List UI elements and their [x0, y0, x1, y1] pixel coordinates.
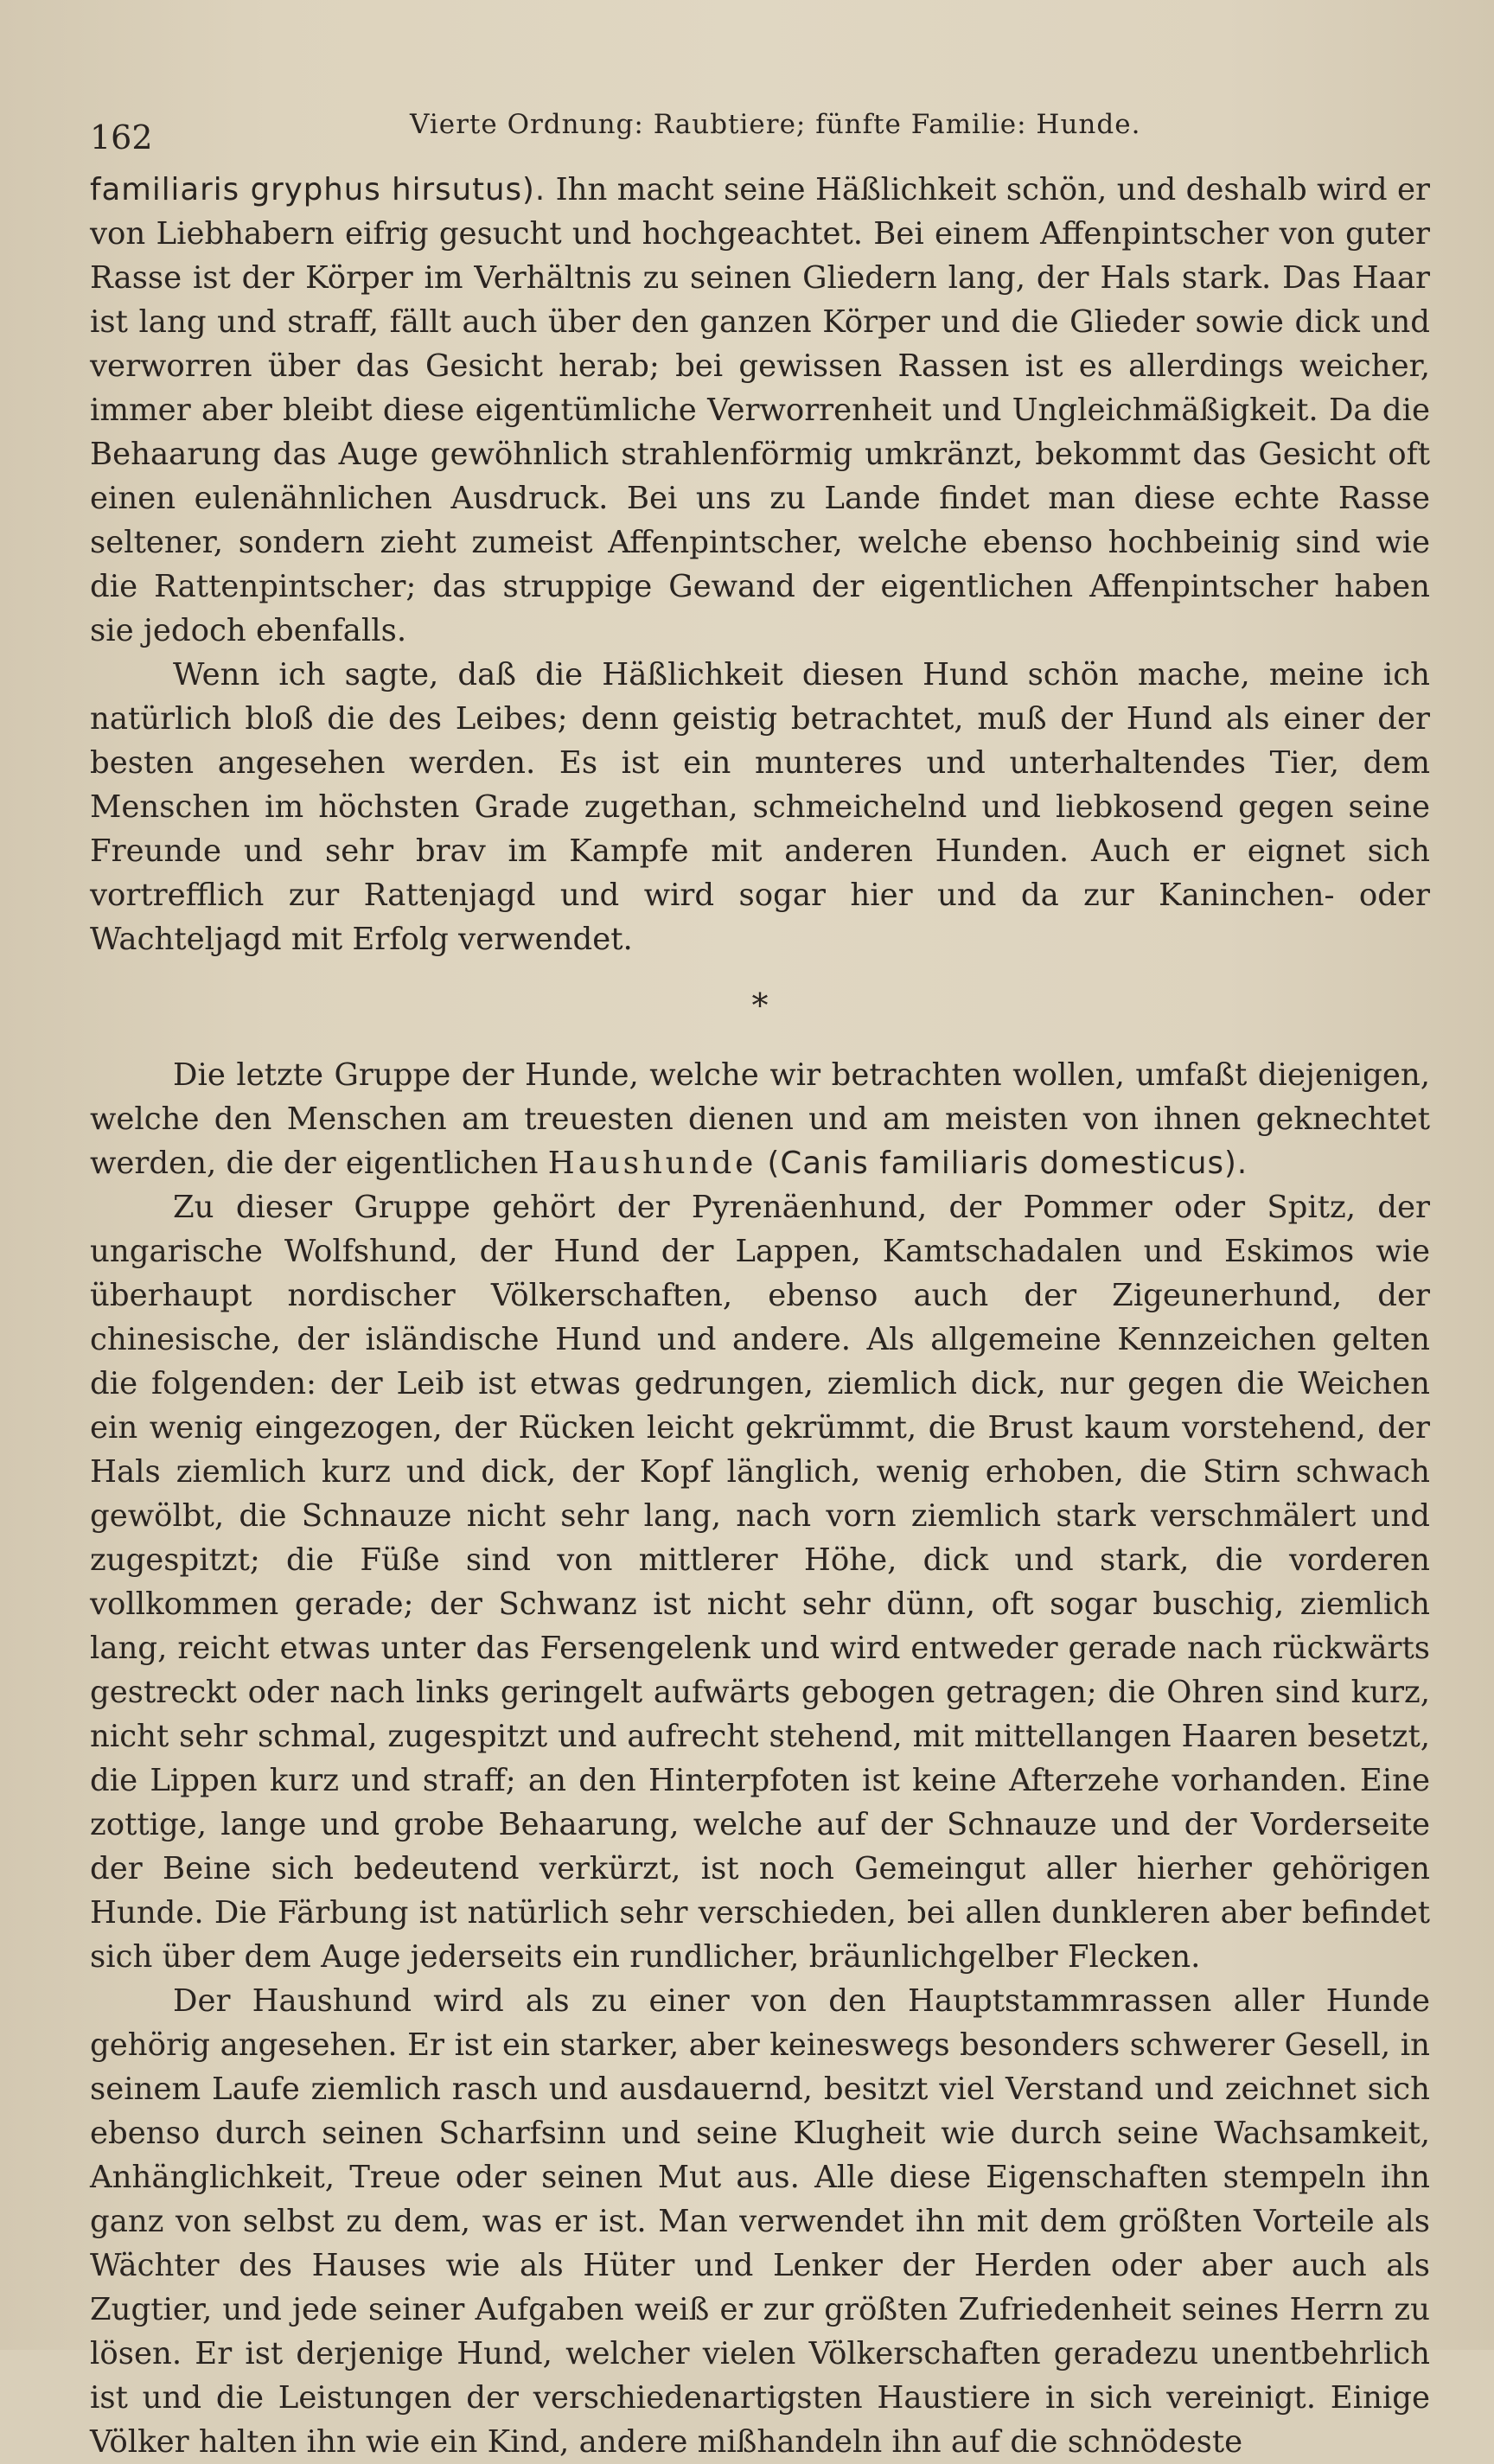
page-header	[90, 107, 1439, 159]
paragraph-3	[90, 1053, 1430, 1185]
paragraph-5: Der Haushund wird als zu einer von den Hauptstammrassen aller Hunde gehörig angesehen. Er ist ein starker, aber keineswegs besonders schwerer Gesell, in seinem Laufe ziemlich rasch und ausdauernd, besitzt viel Verstand und zeichnet sich ebenso durch seinen Scharfsinn und seine Klugheit wie durch seine Wachsamkeit, Anhänglichkeit, Treue oder seinen Mut aus. Alle diese Eigenschaften stempeln ihn ganz von selbst zu dem, was er ist. Man verwendet ihn mit dem größten Vorteile als Wächter des Hauses wie als Hüter und Lenker der Herden oder aber auch als Zugtier, und jede seiner Aufgaben weiß er zur größten Zufriedenheit seines Herrn zu lösen. Er ist derjenige Hund, welcher vielen Völkerschaften geradezu unentbehrlich ist und die Leistungen der verschiedenartigsten Haustiere in sich vereinigt. Einige Völker halten ihn wie ein Kind, andere mißhandeln ihn auf die schnödeste	[90, 1983, 1430, 2460]
paragraph-1-text: Ihn macht seine Häßlichkeit schön, und deshalb wird er von Liebhabern eifrig gesucht und hochgeachtet. Bei einem Affenpintscher von guter Rasse ist der Körper im Verhältnis zu seinen Gliedern lang, der Hals stark. Das Haar ist lang und straff, fällt auch über den ganzen Körper und die Glieder sowie dick und verworren über das Gesicht herab; bei gewissen Rassen ist es allerdings weicher, immer aber bleibt diese eigentümliche Verworrenheit und Ungleichmäßigkeit. Da die Behaarung das Auge gewöhnlich strahlenförmig umkränzt, bekommt das Gesicht oft einen eulenähnlichen Ausdruck. Bei uns zu Lande findet man diese echte Rasse seltener, sondern zieht zumeist Affenpintscher, welche ebenso hochbeinig sind wie die Rattenpintscher; das struppige Gewand der eigentlichen Affenpintscher haben sie jedoch ebenfalls.	[90, 172, 1430, 648]
latin-name-domesticus: (Canis familiaris domesticus).	[757, 1146, 1248, 1181]
paragraph-1	[90, 168, 1430, 653]
running-head: Vierte Ordnung: Raubtiere; fünfte Familie: Hunde.	[410, 109, 1141, 140]
term-haushunde: Haushunde	[547, 1146, 757, 1181]
latin-name: familiaris gryphus hirsutus).	[90, 172, 546, 207]
body-text	[90, 168, 1430, 2464]
paragraph-2: Wenn ich sagte, daß die Häßlichkeit diesen Hund schön mache, meine ich natürlich bloß die des Leibes; denn geistig betrachtet, muß der Hund als einer der besten angesehen werden. Es ist ein munteres und unterhaltendes Tier, dem Menschen im höchsten Grade zugethan, schmeichelnd und liebkosend gegen seine Freunde und sehr brav im Kampfe mit anderen Hunden. Auch er eignet sich vortrefflich zur Rattenjagd und wird sogar hier und da zur Kaninchen- oder Wachteljagd mit Erfolg verwendet.	[90, 657, 1430, 957]
paragraph-3-text: Die letzte Gruppe der Hunde, welche wir betrachten wollen, umfaßt diejenigen, welche den Menschen am treuesten dienen und am meisten von ihnen geknechtet werden, die der eigentlichen	[90, 1057, 1430, 1181]
paragraph-4: Zu dieser Gruppe gehört der Pyrenäenhund, der Pommer oder Spitz, der ungarische Wolfshund, der Hund der Lappen, Kamtschadalen und Eskimos wie überhaupt nordischer Völkerschaften, ebenso auch der Zigeunerhund, der chinesische, der isländische Hund und andere. Als allgemeine Kennzeichen gelten die folgenden: der Leib ist etwas gedrungen, ziemlich dick, nur gegen die Weichen ein wenig eingezogen, der Rücken leicht gekrümmt, die Brust kaum vorstehend, der Hals ziemlich kurz und dick, der Kopf länglich, wenig erhoben, die Stirn schwach gewölbt, die Schnauze nicht sehr lang, nach vorn ziemlich stark verschmälert und zugespitzt; die Füße sind von mittlerer Höhe, dick und stark, die vorderen vollkommen gerade; der Schwanz ist nicht sehr dünn, oft sogar buschig, ziemlich lang, reicht etwas unter das Fersengelenk und wird entweder gerade nach rückwärts gestreckt oder nach links geringelt aufwärts gebogen getragen; die Ohren sind kurz, nicht sehr schmal, zugespitzt und aufrecht stehend, mit mittellangen Haaren besetzt, die Lippen kurz und straff; an den Hinterpfoten ist keine Afterzehe vorhanden. Eine zottige, lange und grobe Behaarung, welche auf der Schnauze und der Vorderseite der Beine sich bedeutend verkürzt, ist noch Gemeingut aller hierher gehörigen Hunde. Die Färbung ist natürlich sehr verschieden, bei allen dunkleren aber befindet sich über dem Auge jederseits ein rundlicher, bräunlichgelber Flecken.	[90, 1190, 1430, 1975]
section-separator: *	[751, 986, 769, 1025]
page-number: 162	[90, 118, 153, 156]
